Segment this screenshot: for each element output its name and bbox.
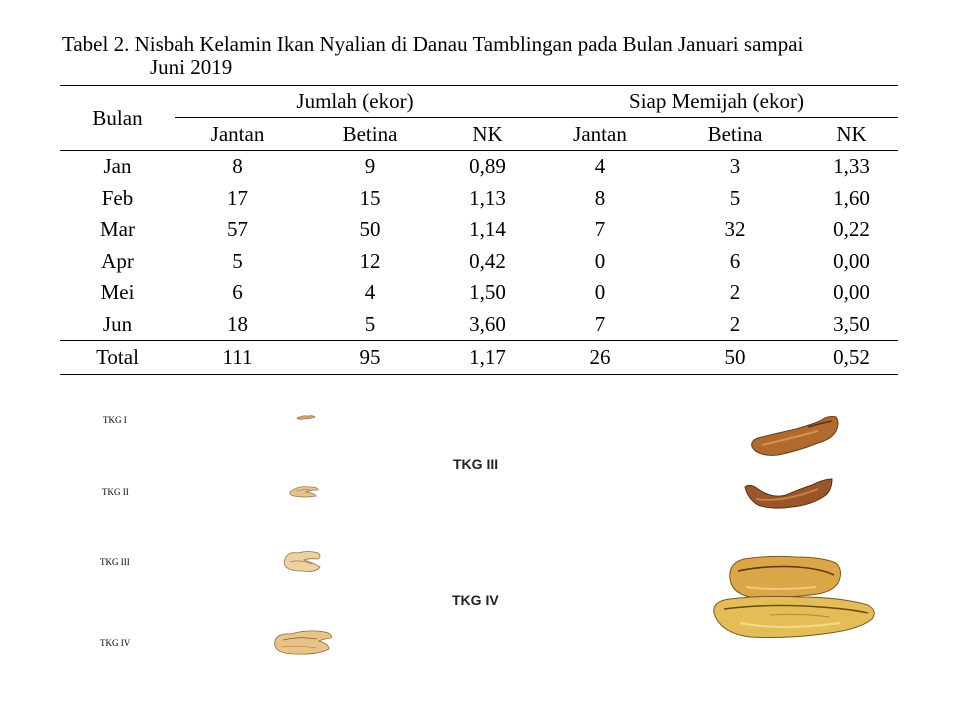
cell-value: 0,22 <box>833 217 870 242</box>
cell-value: 9 <box>364 154 376 179</box>
header-bulan: Bulan <box>60 86 175 151</box>
cell-value: 1,14 <box>469 217 506 242</box>
cell-value: 0,89 <box>469 154 506 179</box>
table-body <box>60 151 898 341</box>
cell-value: 12 <box>359 248 381 273</box>
table-row <box>60 277 898 309</box>
cell-month: Apr <box>101 248 134 273</box>
cell-value: 0,00 <box>833 280 870 305</box>
cell-value: 4 <box>594 154 606 179</box>
subheader-5: NK <box>805 118 898 151</box>
subheader-3: Jantan <box>535 118 665 151</box>
header-jumlah: Jumlah (ekor) <box>175 86 535 118</box>
cell-value: 2 <box>729 280 741 305</box>
cell-value: 0 <box>594 248 606 273</box>
specimen-tkg-iv-large-bottom <box>710 591 878 643</box>
label-tkg-iv-small: TKG IV <box>100 638 131 648</box>
gonad-figure <box>60 395 900 685</box>
total-value: 111 <box>175 341 300 375</box>
cell-value: 8 <box>232 154 243 179</box>
cell-value: 3,50 <box>833 311 870 336</box>
table-row <box>60 151 898 183</box>
header-siap-memijah: Siap Memijah (ekor) <box>535 86 898 118</box>
subheader-1: Betina <box>300 118 440 151</box>
total-value: 95 <box>300 341 440 375</box>
table-row <box>60 246 898 278</box>
cell-value: 7 <box>594 217 606 242</box>
label-tkg-i: TKG I <box>103 415 127 425</box>
label-tkg-ii: TKG II <box>102 487 129 497</box>
cell-value: 1,33 <box>833 154 870 179</box>
label-tkg-iii-small: TKG III <box>100 557 130 567</box>
header-row-groups <box>60 86 898 118</box>
cell-value: 57 <box>227 217 248 242</box>
subheader-4: Betina <box>665 118 805 151</box>
subheader-0: Jantan <box>175 118 300 151</box>
cell-month: Mar <box>100 217 135 242</box>
cell-value: 1,13 <box>469 185 506 210</box>
specimen-tkg-iii-large-bottom <box>742 473 834 513</box>
specimen-tkg-i <box>296 413 316 421</box>
cell-month: Jun <box>102 311 133 336</box>
total-label: Total <box>60 341 175 375</box>
header-row-sub <box>60 118 898 151</box>
cell-value: 3 <box>729 154 741 179</box>
cell-value: 0,00 <box>833 248 870 273</box>
cell-value: 6 <box>232 280 243 305</box>
caption-line-2: Juni 2019 <box>150 55 233 79</box>
cell-value: 18 <box>227 311 248 336</box>
total-value: 0,52 <box>805 341 898 375</box>
cell-month: Feb <box>101 185 134 210</box>
total-value: 1,17 <box>440 341 535 375</box>
subheader-2: NK <box>440 118 535 151</box>
cell-month: Mei <box>100 280 135 305</box>
cell-value: 4 <box>364 280 376 305</box>
cell-value: 7 <box>594 311 606 336</box>
cell-value: 50 <box>359 217 381 242</box>
cell-value: 1,60 <box>833 185 870 210</box>
specimen-tkg-ii <box>288 483 320 499</box>
total-value: 50 <box>665 341 805 375</box>
label-tkg-iv: TKG IV <box>452 592 499 608</box>
specimen-tkg-iii-small <box>282 547 324 575</box>
cell-value: 32 <box>724 217 746 242</box>
cell-value: 3,60 <box>469 311 506 336</box>
cell-value: 1,50 <box>469 280 506 305</box>
table-total-row <box>60 341 898 375</box>
cell-value: 0 <box>594 280 606 305</box>
table-row <box>60 309 898 341</box>
cell-value: 2 <box>729 311 741 336</box>
cell-value: 17 <box>227 185 248 210</box>
cell-month: Jan <box>103 154 132 179</box>
table-row <box>60 183 898 215</box>
caption-line-1: Tabel 2. Nisbah Kelamin Ikan Nyalian di Danau Tamblingan pada Bulan Januari sampai <box>62 32 804 56</box>
cell-value: 0,42 <box>469 248 506 273</box>
table-caption <box>62 33 902 79</box>
table-row <box>60 214 898 246</box>
cell-value: 15 <box>359 185 381 210</box>
cell-value: 8 <box>594 185 606 210</box>
label-tkg-iii: TKG III <box>453 456 499 472</box>
cell-value: 6 <box>729 248 741 273</box>
cell-value: 5 <box>729 185 741 210</box>
sex-ratio-table <box>60 85 898 375</box>
specimen-tkg-iv-small <box>273 627 335 657</box>
cell-value: 5 <box>232 248 243 273</box>
total-value: 26 <box>535 341 665 375</box>
specimen-tkg-iii-large-top <box>748 413 840 459</box>
cell-value: 5 <box>364 311 376 336</box>
